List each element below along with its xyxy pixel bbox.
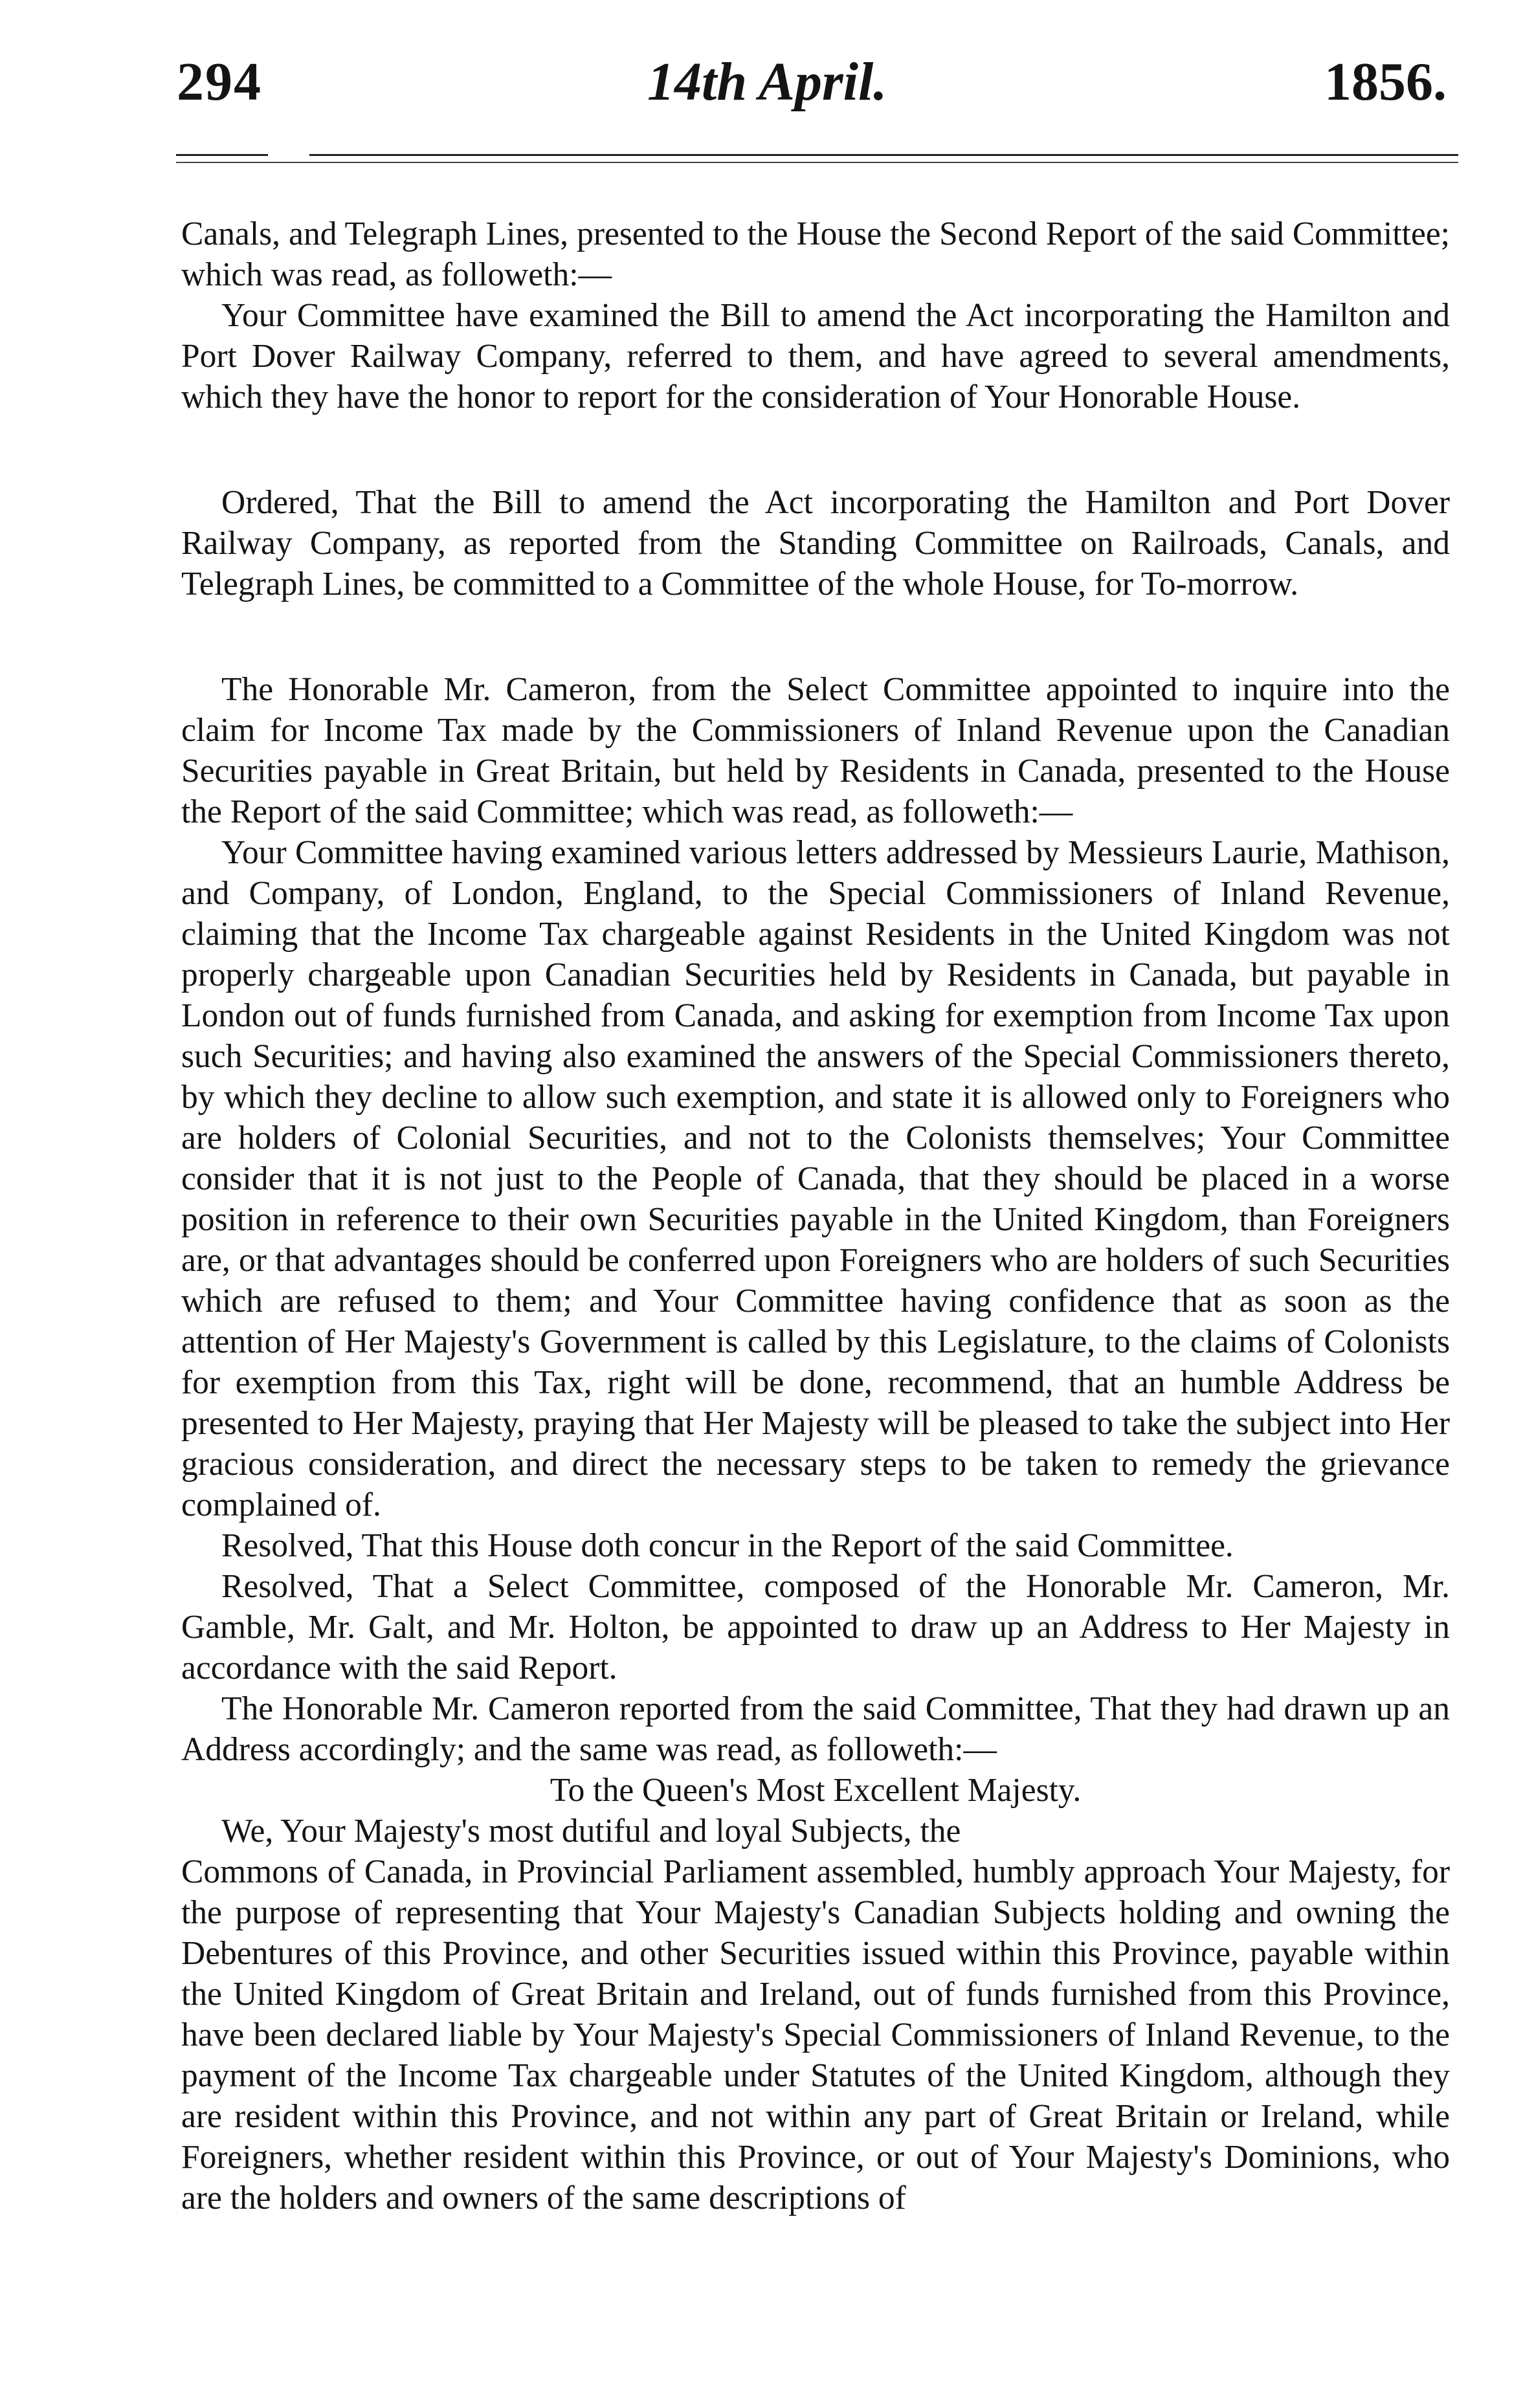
- paragraph-committee-findings: Your Committee having examined various letters addressed by Messieurs Laurie, Mathison, and Company, of London, England, to the Special Commissioners of Inland Revenue, claiming that the Income Tax chargeable against Residents in the United Kingdom was not properly chargeable upon Canadian Securities held by Residents in Canada, but payable in London out of funds furnished from Canada, and asking for exemption from Income Tax upon such Securities; and having also examined the answers of the Special Commissioners thereto, by which they decline to allow such exemption, and state it is allowed only to Foreigners who are holders of Colonial Securities, and not to the Colonists themselves; Your Committee consider that it is not just to the People of Canada, that they should be placed in a worse position in reference to their own Securities payable in the United Kingdom, than Foreigners are, or that advantages should be conferred upon Foreigners who are holders of such Securities which are refused to them; and Your Committee having confidence that as soon as the attention of Her Majesty's Government is called by this Legislature, to the claims of Colonists for exemption from this Tax, right will be done, recommend, that an humble Address be presented to Her Majesty, praying that Her Majesty will be pleased to take the subject into Her gracious consideration, and direct the necessary steps to be taken to remedy the grievance complained of.: [181, 834, 1450, 1523]
- address-opening-line: We, Your Majesty's most dutiful and loyal Subjects, the: [221, 1813, 961, 1850]
- paragraph-spacer: [181, 417, 1450, 482]
- paragraph-address-drawn-up: The Honorable Mr. Cameron reported from the said Committee, That they had drawn up an Address accordingly; and the same was read, as followeth:—: [181, 1690, 1450, 1768]
- paragraph-report-continuation: Canals, and Telegraph Lines, presented to the House the Second Report of the said Committee; which was read, as followeth:—: [181, 215, 1450, 293]
- paragraph-cameron-report: The Honorable Mr. Cameron, from the Select Committee appointed to inquire into the claim for Income Tax made by the Commissioners of Inland Revenue upon the Canadian Securities payable in Great Britain, but held by Residents in Canada, presented to the House the Report of the said Committee; which was read, as followeth:—: [181, 671, 1450, 830]
- journal-body: [181, 214, 1450, 2218]
- header-rule-left: [176, 154, 268, 156]
- address-body: Commons of Canada, in Provincial Parliament assembled, humbly approach Your Majesty, for the purpose of representing that Your Majesty's Canadian Subjects holding and owning the Debentures of this Province, and other Securities issued within this Province, payable within the United Kingdom of Great Britain and Ireland, out of funds furnished from this Province, have been declared liable by Your Majesty's Special Commissioners of Inland Revenue, to the payment of the Income Tax chargeable under Statutes of the United Kingdom, although they are resident within this Province, and not within any part of Great Britain or Ireland, while Foreigners, whether resident within this Province, or out of Your Majesty's Dominions, who are the holders and owners of the same descriptions of: [181, 1853, 1450, 2216]
- address-heading: To the Queen's Most Excellent Majesty.: [550, 1772, 1082, 1809]
- header-date: 14th April.: [647, 52, 887, 112]
- paragraph-resolved-concur: Resolved, That this House doth concur in the Report of the said Committee.: [221, 1527, 1234, 1564]
- header-year: 1856.: [1324, 52, 1447, 112]
- page-header: [172, 50, 1447, 122]
- page-number: 294: [177, 52, 262, 112]
- paragraph-committee-report: Your Committee have examined the Bill to amend the Act incorporating the Hamilton and Port Dover Railway Company, referred to them, and have agreed to several amendments, which they have the honor to report for the consideration of Your Honorable House.: [181, 297, 1450, 415]
- paragraph-spacer: [181, 604, 1450, 669]
- paragraph-ordered: Ordered, That the Bill to amend the Act incorporating the Hamilton and Port Dover Railway Company, as reported from the Standing Committee on Railroads, Canals, and Telegraph Lines, be committed to a Committee of the whole House, for To-morrow.: [181, 484, 1450, 602]
- header-rule-lower: [176, 162, 1458, 163]
- header-rule-right: [309, 154, 1458, 156]
- paragraph-resolved-select-committee: Resolved, That a Select Committee, composed of the Honorable Mr. Cameron, Mr. Gamble, Mr. Galt, and Mr. Holton, be appointed to draw up an Address to Her Majesty in accordance with the said Report.: [181, 1568, 1450, 1686]
